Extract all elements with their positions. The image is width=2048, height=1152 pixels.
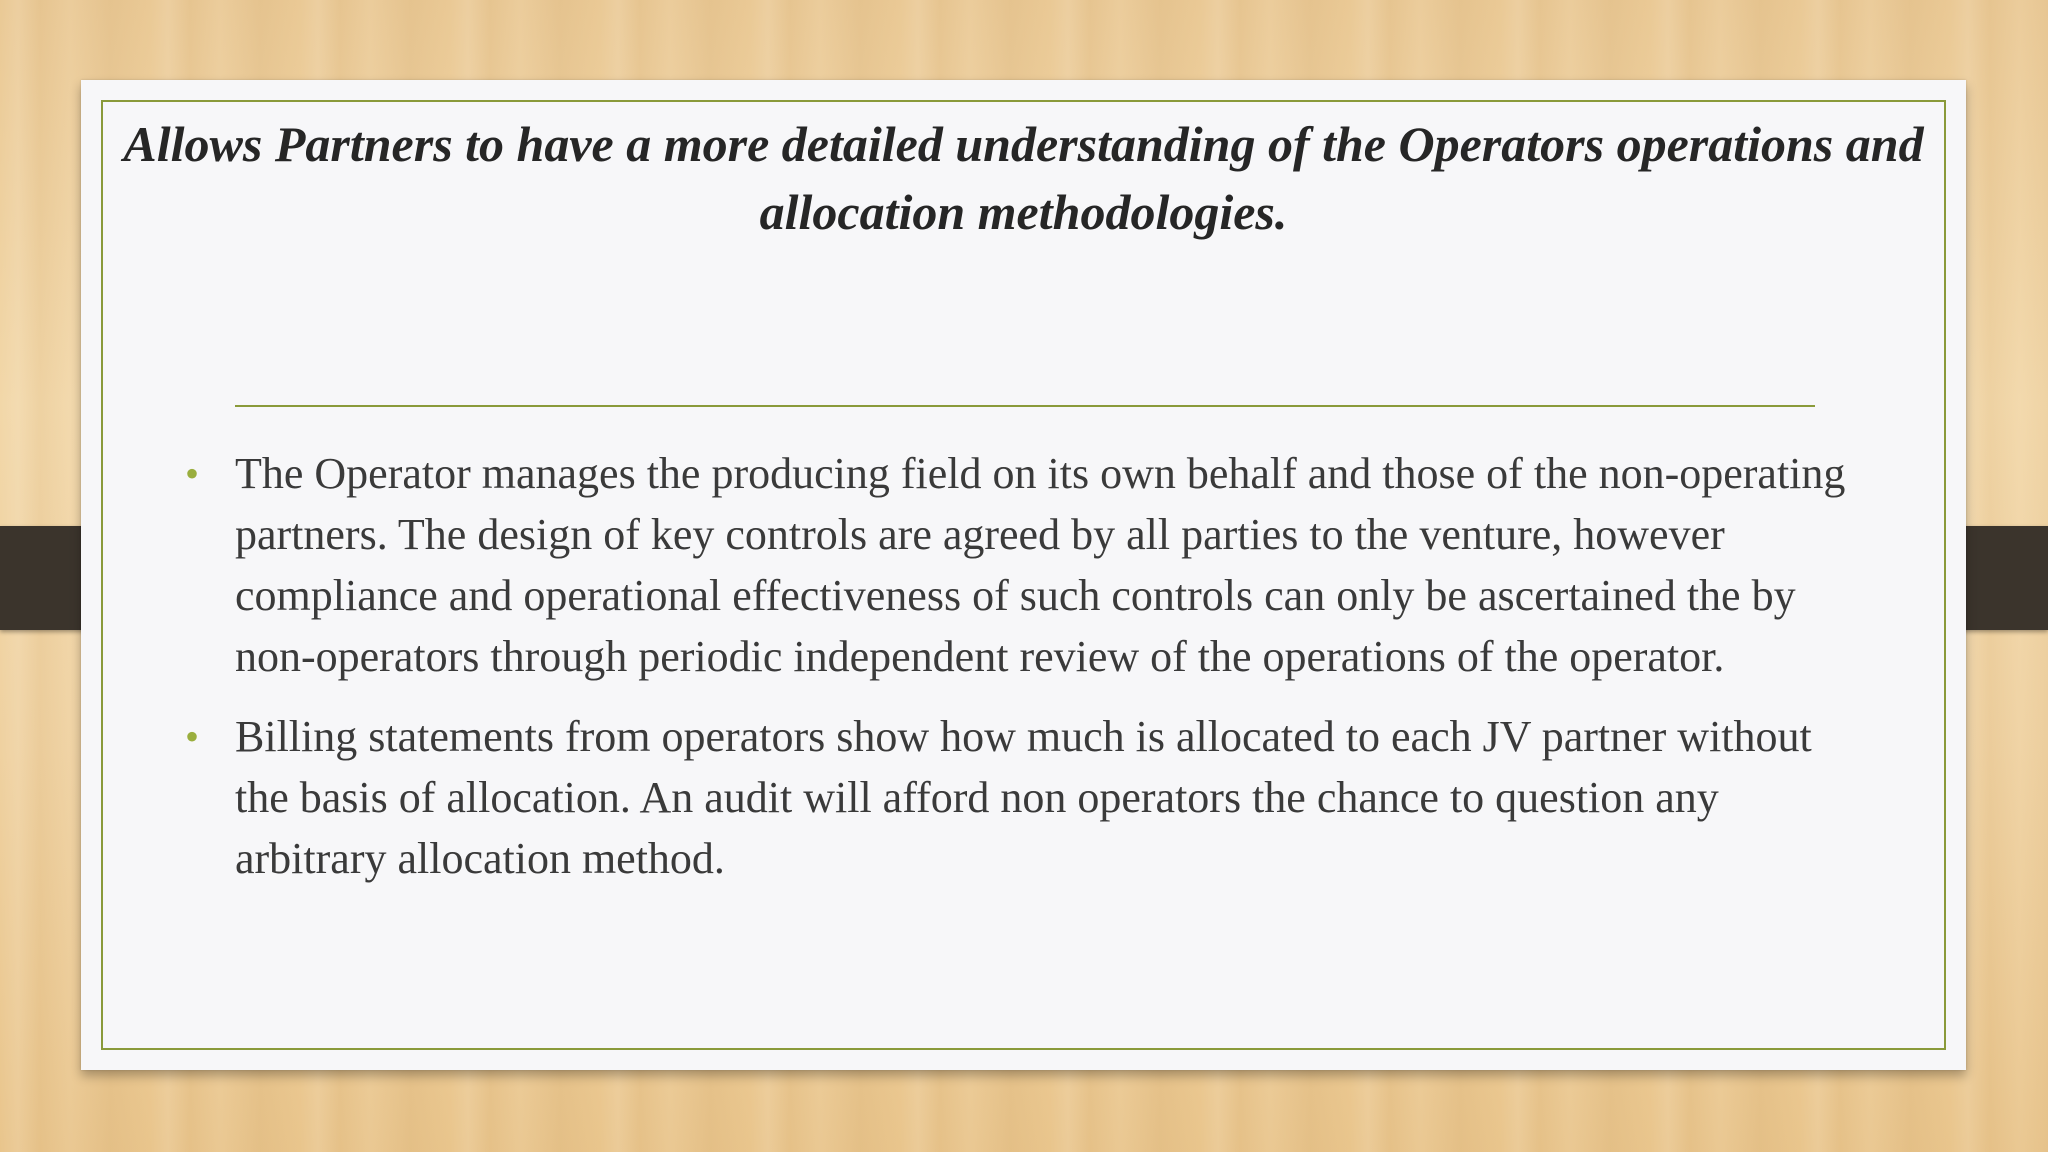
slide-card: [81, 80, 1966, 1070]
slide-title: Allows Partners to have a more detailed understanding of the Operators operations and allocation methodologies.: [123, 116, 1924, 240]
bullet-text: Billing statements from operators show how much is allocated to each JV partner without the basis of allocation. An audit will afford non operators the chance to question any arbitrary allocation method.: [235, 712, 1812, 883]
bullet-list: [185, 443, 1875, 908]
bullet-text: The Operator manages the producing field on its own behalf and those of the non-operating partners. The design of key controls are agreed by all parties to the venture, however compliance and operational effectiveness of such controls can only be ascertained the by non-operators through periodic independent review of the operations of the operator.: [235, 449, 1846, 681]
bullet-item-billing-statements: [185, 706, 1875, 889]
bullet-dot-icon: •: [185, 714, 200, 759]
title-divider: [235, 405, 1815, 407]
bullet-dot-icon: •: [185, 451, 200, 496]
bullet-item-operator-controls: [185, 443, 1875, 687]
